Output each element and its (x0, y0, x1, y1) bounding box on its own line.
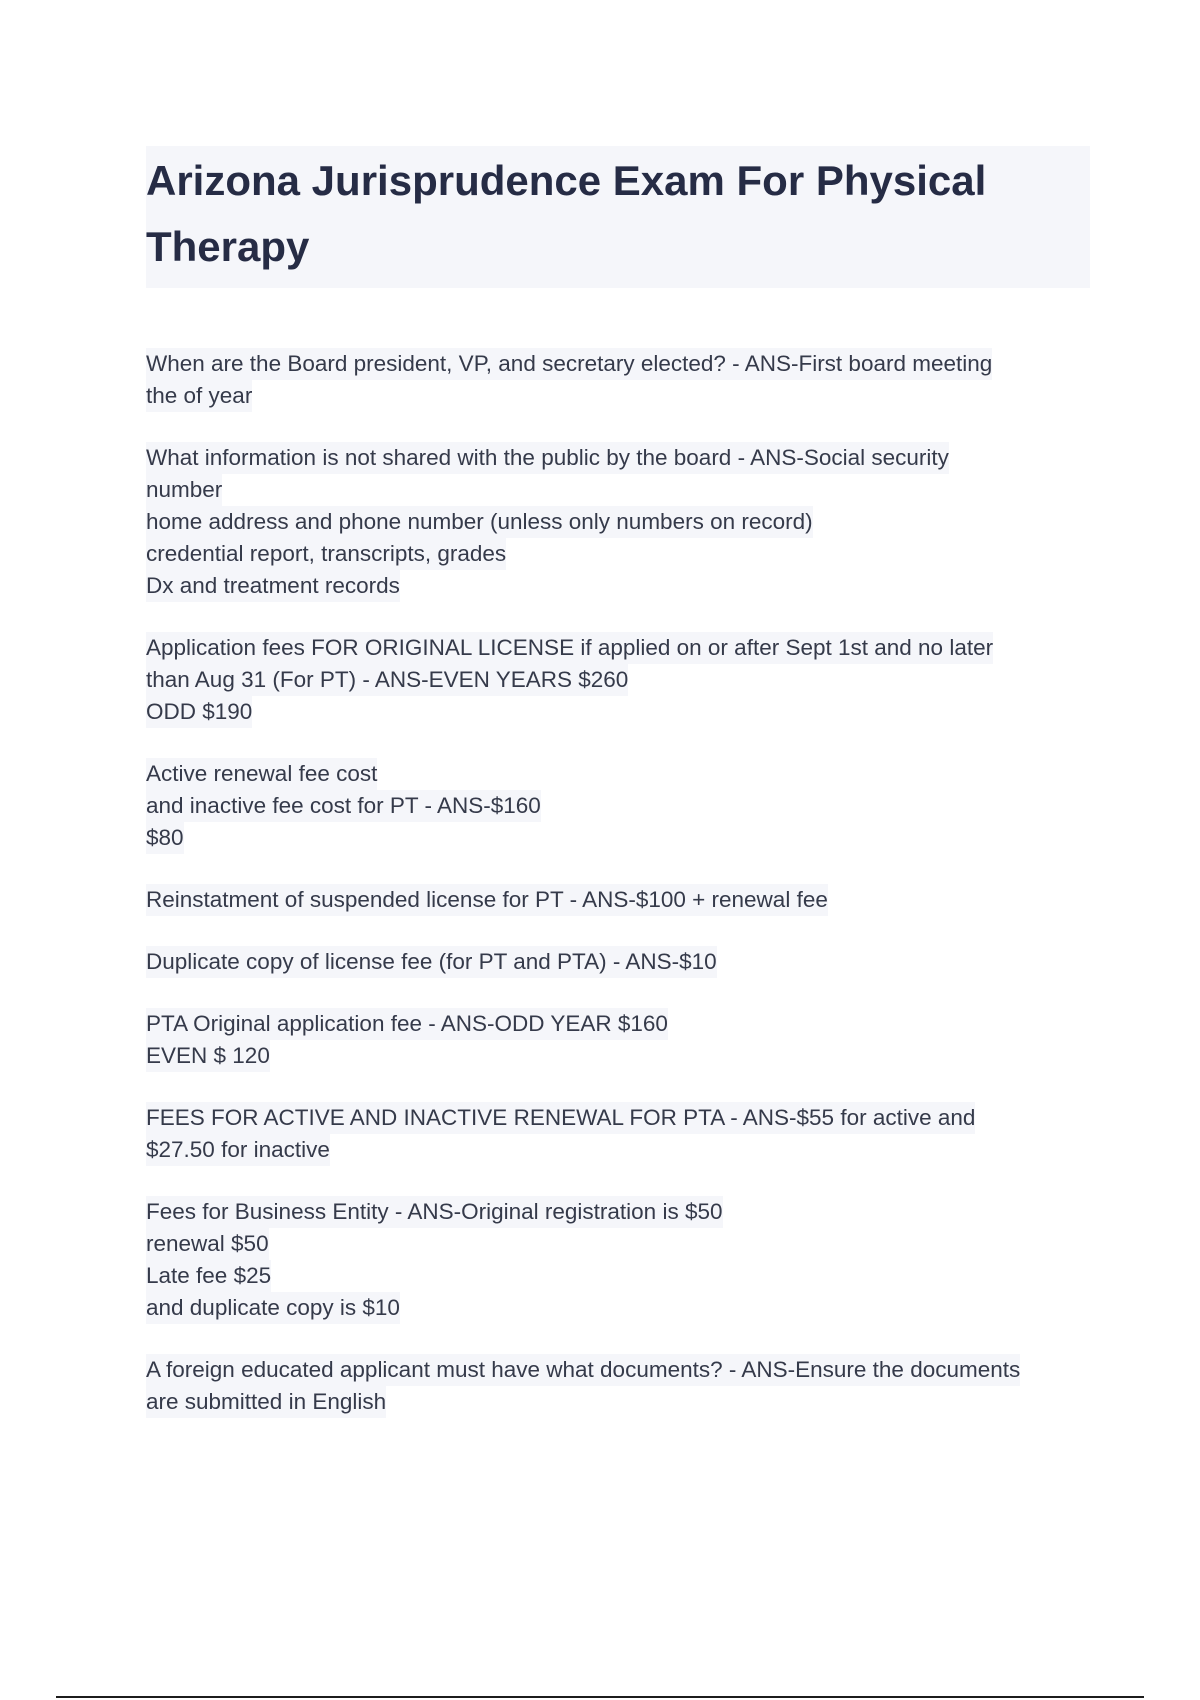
document-title (146, 148, 1086, 280)
qa-line: Late fee $25 (146, 1260, 271, 1292)
qa-line-row (146, 696, 1090, 728)
qa-line-row (146, 1354, 1090, 1386)
question-answer-list (146, 348, 1090, 1418)
qa-line: the of year (146, 380, 252, 412)
qa-line-row (146, 570, 1090, 602)
qa-line-row (146, 538, 1090, 570)
qa-line-row (146, 380, 1090, 412)
document-page (146, 146, 1090, 1448)
qa-line-row (146, 790, 1090, 822)
qa-line: credential report, transcripts, grades (146, 538, 506, 570)
qa-line-row (146, 506, 1090, 538)
footer-divider (56, 1696, 1144, 1698)
qa-entry (146, 632, 1090, 728)
qa-entry (146, 758, 1090, 854)
qa-line-row (146, 1260, 1090, 1292)
qa-entry (146, 1196, 1090, 1324)
qa-line: renewal $50 (146, 1228, 269, 1260)
qa-line: What information is not shared with the public by the board - ANS-Social security (146, 442, 949, 474)
qa-line-row (146, 474, 1090, 506)
qa-line-row (146, 822, 1090, 854)
qa-line-row (146, 1196, 1090, 1228)
qa-line: and duplicate copy is $10 (146, 1292, 400, 1324)
qa-entry (146, 946, 1090, 978)
qa-line: ODD $190 (146, 696, 252, 728)
qa-line-row (146, 946, 1090, 978)
qa-line: Reinstatment of suspended license for PT - ANS-$100 + renewal fee (146, 884, 828, 916)
qa-line-row (146, 442, 1090, 474)
qa-line: Dx and treatment records (146, 570, 400, 602)
qa-line-row (146, 758, 1090, 790)
qa-line: are submitted in English (146, 1386, 386, 1418)
title-block (146, 146, 1090, 288)
qa-line-row (146, 1134, 1090, 1166)
qa-line: home address and phone number (unless only numbers on record) (146, 506, 813, 538)
qa-line: than Aug 31 (For PT) - ANS-EVEN YEARS $260 (146, 664, 628, 696)
title-line: Arizona Jurisprudence Exam For Physical (146, 157, 987, 204)
qa-line: EVEN $ 120 (146, 1040, 270, 1072)
qa-line: Active renewal fee cost (146, 758, 377, 790)
qa-entry (146, 884, 1090, 916)
qa-line: When are the Board president, VP, and secretary elected? - ANS-First board meeting (146, 348, 992, 380)
qa-entry (146, 442, 1090, 602)
qa-line-row (146, 348, 1090, 380)
qa-line: $27.50 for inactive (146, 1134, 330, 1166)
qa-line-row (146, 632, 1090, 664)
qa-line-row (146, 884, 1090, 916)
qa-line-row (146, 664, 1090, 696)
qa-entry (146, 348, 1090, 412)
qa-entry (146, 1008, 1090, 1072)
qa-line-row (146, 1008, 1090, 1040)
qa-line-row (146, 1102, 1090, 1134)
qa-line: PTA Original application fee - ANS-ODD YEAR $160 (146, 1008, 668, 1040)
qa-line-row (146, 1040, 1090, 1072)
qa-line-row (146, 1228, 1090, 1260)
qa-line-row (146, 1386, 1090, 1418)
qa-entry (146, 1102, 1090, 1166)
qa-line: and inactive fee cost for PT - ANS-$160 (146, 790, 541, 822)
qa-line: number (146, 474, 222, 506)
qa-line: Application fees FOR ORIGINAL LICENSE if applied on or after Sept 1st and no later (146, 632, 993, 664)
qa-line: FEES FOR ACTIVE AND INACTIVE RENEWAL FOR PTA - ANS-$55 for active and (146, 1102, 975, 1134)
qa-line: $80 (146, 822, 184, 854)
title-line: Therapy (146, 223, 310, 270)
qa-line-row (146, 1292, 1090, 1324)
qa-line: Duplicate copy of license fee (for PT and PTA) - ANS-$10 (146, 946, 717, 978)
qa-entry (146, 1354, 1090, 1418)
qa-line: A foreign educated applicant must have what documents? - ANS-Ensure the documents (146, 1354, 1020, 1386)
qa-line: Fees for Business Entity - ANS-Original registration is $50 (146, 1196, 723, 1228)
